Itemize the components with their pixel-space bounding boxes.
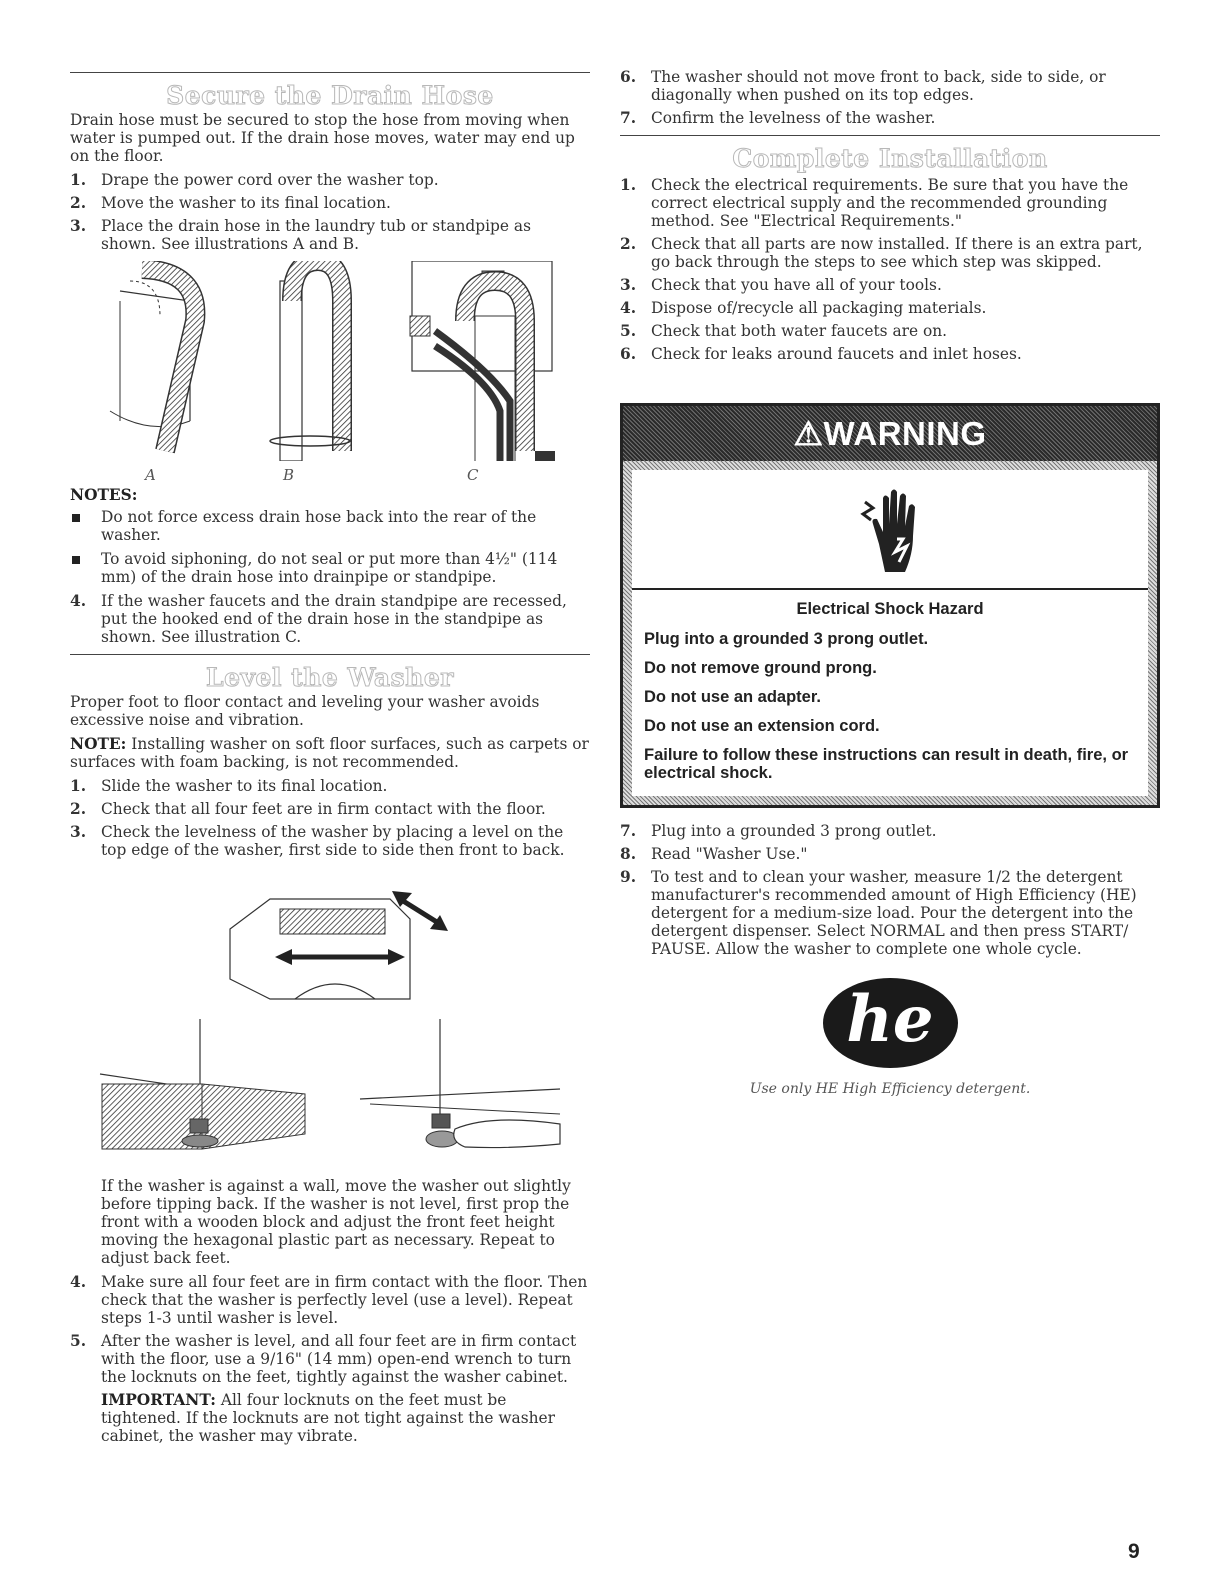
illustration-b: [270, 261, 350, 461]
he-logo-icon: [823, 978, 958, 1068]
list-item: 3. Check that you have all of your tools.: [620, 276, 942, 294]
warning-line: Plug into a grounded 3 prong outlet.: [644, 630, 929, 648]
left-column: [70, 60, 590, 1445]
warning-line: Failure to follow these instructions can result in death, fire, or electrical shock.: [644, 746, 1129, 782]
washer-leveling-illustration: [70, 879, 590, 1169]
foot-block-illustration: [100, 1019, 305, 1149]
warning-line: Do not use an adapter.: [644, 688, 821, 706]
list-item: 3. Place the drain hose in the laundry tub or standpipe as shown. See illustrations A and B.: [70, 217, 531, 253]
warning-line: Do not use an extension cord.: [644, 717, 880, 735]
warning-header: [623, 406, 1157, 461]
important-note: IMPORTANT: All four locknuts on the feet must be tightened. If the locknuts are not tight against the washer cabinet, the washer may vibrate.: [101, 1391, 555, 1445]
section-divider: [70, 72, 590, 73]
section-divider: [620, 135, 1160, 136]
list-item: 2. Check that all parts are now installed. If there is an extra part, go back through the steps to see which step was skipped.: [620, 235, 1143, 271]
warning-box: [620, 403, 1160, 808]
list-item: 9. To test and to clean your washer, measure 1/2 the detergent manufacturer's recommended amount of High Efficiency (HE) detergent for a medium-size load. Pour the detergent into the detergent dispenser. Select NORMAL and then press START/ PAUSE. Allow the washer to complete one whole cycle.: [620, 868, 1137, 958]
list-item: 8. Read "Washer Use.": [620, 845, 808, 863]
list-item: 7. Plug into a grounded 3 prong outlet.: [620, 822, 937, 840]
right-column: [620, 68, 1160, 1098]
list-item: 5. After the washer is level, and all four feet are in firm contact with the floor, use a 9/16" (14 mm) open-end wrench to turn the locknuts on the feet, tightly against the washer cabinet.: [70, 1332, 577, 1386]
illustration-a: [110, 269, 195, 451]
final-steps: [620, 822, 1160, 958]
list-item: 4. If the washer faucets and the drain standpipe are recessed, put the hooked end of the drain hose in the standpipe as shown. See illustration C.: [70, 592, 567, 646]
level-steps-continued-right: [620, 68, 1160, 127]
after-figure-text: If the washer is against a wall, move the washer out slightly before tipping back. If the washer is not level, first prop the front with a wooden block and adjust the front feet height moving the hexagonal plastic part as necessary. Repeat to adjust back feet.: [101, 1177, 571, 1267]
caption-c: C: [467, 466, 479, 484]
list-item: To avoid siphoning, do not seal or put more than 4½" (114 mm) of the drain hose into drainpipe or standpipe.: [70, 550, 590, 586]
list-item: 7. Confirm the levelness of the washer.: [620, 109, 936, 127]
he-logo-area: [620, 978, 1160, 1098]
list-item: 2. Check that all four feet are in firm contact with the floor.: [70, 800, 546, 818]
list-item: 3. Check the levelness of the washer by placing a level on the top edge of the washer, first side to side then front to back.: [70, 823, 565, 859]
warning-body: [623, 461, 1157, 805]
washer-top-illustration: [230, 891, 448, 999]
complete-steps: [620, 176, 1160, 363]
he-logo-text: he: [846, 982, 934, 1057]
list-item: 1. Check the electrical requirements. Be sure that you have the correct electrical supply and the recommended grounding method. See "Electrical Requirements.": [620, 176, 1129, 230]
list-item: 2. Move the washer to its final location.: [70, 194, 391, 212]
list-item: 4. Dispose of/recycle all packaging materials.: [620, 299, 987, 317]
section-divider: [70, 654, 590, 655]
electrical-shock-icon: [855, 484, 925, 574]
drain-hose-illustrations: [70, 261, 590, 486]
caption-a: A: [145, 466, 156, 484]
list-item: 5. Check that both water faucets are on.: [620, 322, 948, 340]
page-number: 9: [1128, 1540, 1140, 1563]
notes-list: [70, 508, 590, 586]
washer-level-figure: [70, 879, 590, 1169]
level-note: NOTE: Installing washer on soft floor surfaces, such as carpets or surfaces with foam backing, is not recommended.: [70, 735, 589, 771]
secure-drain-hose-title: Secure the Drain Hose: [166, 81, 494, 110]
list-item: 4. Make sure all four feet are in firm contact with the floor. Then check that the washer is perfectly level (use a level). Repeat steps 1-3 until washer is level.: [70, 1273, 588, 1327]
notes-label: NOTES:: [70, 486, 138, 504]
he-caption: Use only HE High Efficiency detergent.: [749, 1081, 1031, 1097]
foot-hand-illustration: [360, 1019, 560, 1148]
secure-intro: Drain hose must be secured to stop the hose from moving when water is pumped out. If the drain hose moves, water may end up on the floor.: [70, 111, 575, 165]
list-item: 1. Slide the washer to its final location.: [70, 777, 388, 795]
level-steps: [70, 777, 590, 859]
warning-title: Electrical Shock Hazard: [796, 600, 984, 618]
complete-installation-title: Complete Installation: [732, 144, 1048, 173]
warning-icon-area: [632, 470, 1148, 590]
level-intro: Proper foot to floor contact and leveling your washer avoids excessive noise and vibration.: [70, 693, 540, 729]
level-steps-continued: [70, 1273, 590, 1386]
list-item: 6. Check for leaks around faucets and inlet hoses.: [620, 345, 1022, 363]
level-washer-title: Level the Washer: [206, 663, 454, 692]
drain-hose-figure: [70, 261, 590, 461]
warning-line: Do not remove ground prong.: [644, 659, 877, 677]
warning-triangle-icon: ⚠: [793, 414, 824, 452]
caption-b: B: [283, 466, 295, 484]
list-item: Do not force excess drain hose back into the rear of the washer.: [70, 508, 590, 544]
list-item: 1. Drape the power cord over the washer top.: [70, 171, 439, 189]
illustration-c: [410, 261, 555, 461]
secure-steps: [70, 171, 590, 253]
warning-header-text: WARNING: [823, 414, 987, 452]
list-item: 6. The washer should not move front to back, side to side, or diagonally when pushed on its top edges.: [620, 68, 1106, 104]
